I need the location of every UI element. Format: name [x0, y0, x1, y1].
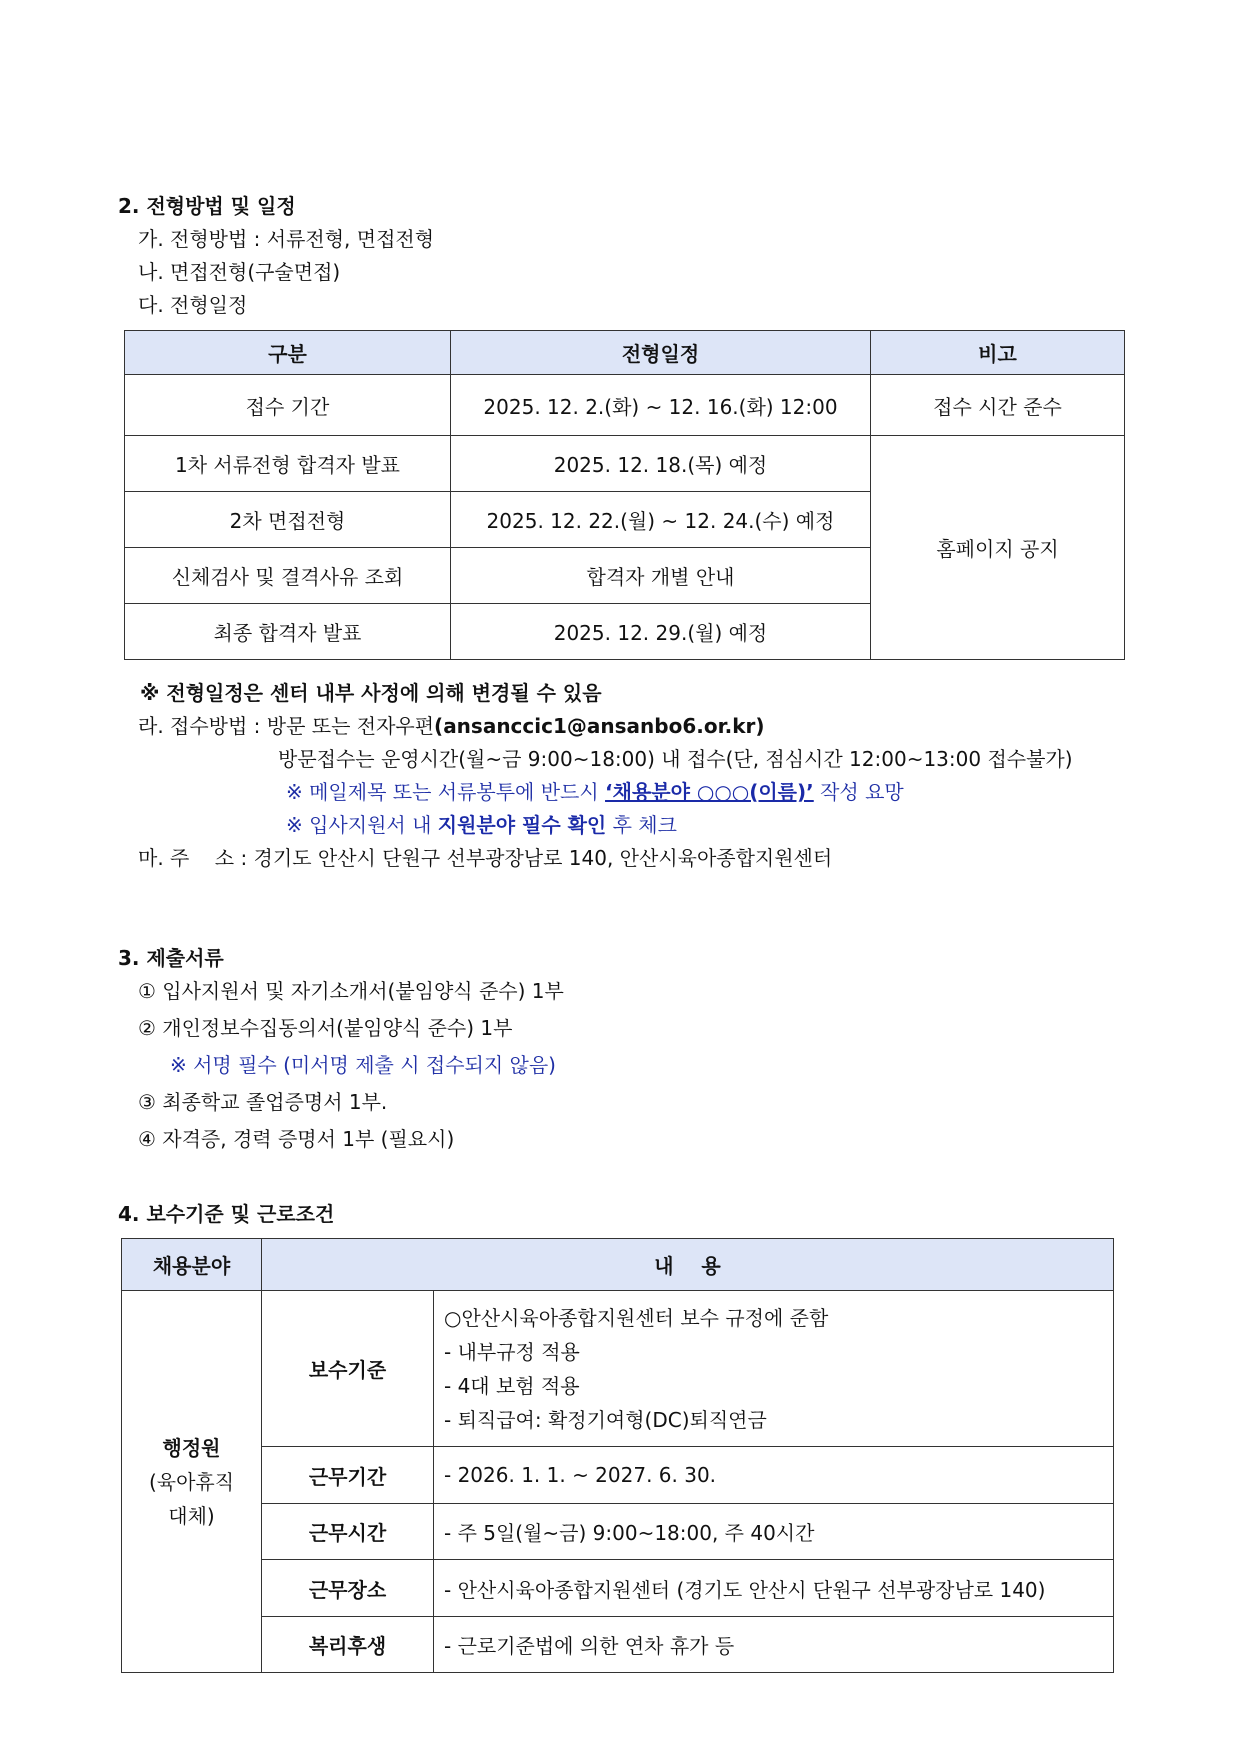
doc-item: ① 입사지원서 및 자기소개서(붙임양식 준수) 1부 — [138, 979, 564, 1003]
item-na: 나. 면접전형(구술면접) — [138, 260, 341, 284]
section-3-title: 3. 제출서류 — [118, 946, 224, 970]
note-text: ※ 입사지원서 내 — [286, 813, 438, 837]
condition-content — [434, 1291, 1114, 1447]
item-ra — [138, 710, 765, 739]
item-ga: 가. 전형방법 : 서류전형, 면접전형 — [138, 227, 435, 251]
schedule-row-date: 2025. 12. 22.(월) ~ 12. 24.(수) 예정 — [451, 492, 871, 548]
item-ma-address: 마. 주 소 : 경기도 안산시 단원구 선부광장남로 140, 안산시육아종합지원센터 — [138, 846, 833, 870]
schedule-row-name: 최종 합격자 발표 — [125, 604, 451, 660]
condition-content: - 주 5일(월~금) 9:00~18:00, 주 40시간 — [434, 1504, 1114, 1560]
schedule-header-note: 비고 — [871, 331, 1125, 375]
field-title: 행정원 — [162, 1435, 221, 1460]
section-4-title: 4. 보수기준 및 근로조건 — [118, 1202, 335, 1226]
receipt-email: (ansanccic1@ansanbo6.or.kr) — [434, 714, 765, 738]
condition-line: - 퇴직급여: 확정기여형(DC)퇴직연금 — [444, 1407, 767, 1432]
section-2-title: 2. 전형방법 및 일정 — [118, 194, 296, 218]
schedule-row-date: 2025. 12. 29.(월) 예정 — [451, 604, 871, 660]
condition-label: 복리후생 — [262, 1617, 434, 1673]
note-text: ※ 메일제목 또는 서류봉투에 반드시 — [286, 780, 606, 804]
schedule-merged-note: 홈페이지 공지 — [871, 436, 1125, 660]
condition-label: 근무기간 — [262, 1447, 434, 1504]
schedule-row-name: 접수 기간 — [125, 375, 451, 436]
item-da: 다. 전형일정 — [138, 293, 248, 317]
schedule-row-note: 접수 시간 준수 — [871, 375, 1125, 436]
note-emphasis: 지원분야 필수 확인 — [437, 813, 607, 837]
schedule-row-date: 2025. 12. 18.(목) 예정 — [451, 436, 871, 492]
signature-note: ※ 서명 필수 (미서명 제출 시 접수되지 않음) — [170, 1053, 556, 1077]
conditions-header-content: 내 용 — [262, 1239, 1114, 1291]
conditions-header-field: 채용분야 — [122, 1239, 262, 1291]
schedule-header-category: 구분 — [125, 331, 451, 375]
receipt-visit-hours: 방문접수는 운영시간(월~금 9:00~18:00) 내 접수(단, 점심시간 12:00~13:00 접수불가) — [278, 747, 1073, 771]
doc-item: ② 개인정보수집동의서(붙임양식 준수) 1부 — [138, 1016, 513, 1040]
schedule-row-date: 합격자 개별 안내 — [451, 548, 871, 604]
doc-item: ④ 자격증, 경력 증명서 1부 (필요시) — [138, 1127, 455, 1151]
condition-label: 보수기준 — [262, 1291, 434, 1447]
note-emphasis: ‘채용분야 ○○○(이름)’ — [605, 780, 814, 804]
field-cell — [122, 1291, 262, 1673]
condition-line: - 내부규정 적용 — [444, 1339, 580, 1364]
field-subtitle: 대체) — [168, 1503, 215, 1528]
schedule-header-date: 전형일정 — [451, 331, 871, 375]
schedule-row-name: 신체검사 및 결격사유 조회 — [125, 548, 451, 604]
condition-content: - 근로기준법에 의한 연차 휴가 등 — [434, 1617, 1114, 1673]
condition-label: 근무시간 — [262, 1504, 434, 1560]
schedule-table — [124, 330, 1125, 660]
conditions-table — [121, 1238, 1114, 1673]
note-text: 후 체크 — [606, 813, 677, 837]
receipt-note-field-check — [286, 809, 677, 838]
doc-item: ③ 최종학교 졸업증명서 1부. — [138, 1090, 388, 1114]
condition-label: 근무장소 — [262, 1560, 434, 1617]
schedule-row-name: 2차 면접전형 — [125, 492, 451, 548]
condition-line: ○안산시육아종합지원센터 보수 규정에 준함 — [444, 1305, 829, 1330]
schedule-row-date: 2025. 12. 2.(화) ~ 12. 16.(화) 12:00 — [451, 375, 871, 436]
field-subtitle: (육아휴직 — [148, 1469, 235, 1494]
schedule-row-name: 1차 서류전형 합격자 발표 — [125, 436, 451, 492]
receipt-note-mail-title — [286, 776, 904, 805]
note-text: 작성 요망 — [813, 780, 904, 804]
schedule-change-notice: ※ 전형일정은 센터 내부 사정에 의해 변경될 수 있음 — [140, 681, 602, 705]
condition-content: - 안산시육아종합지원센터 (경기도 안산시 단원구 선부광장남로 140) — [434, 1560, 1114, 1617]
condition-line: - 4대 보험 적용 — [444, 1373, 580, 1398]
condition-content: - 2026. 1. 1. ~ 2027. 6. 30. — [434, 1447, 1114, 1504]
receipt-method-label: 라. 접수방법 : 방문 또는 전자우편 — [138, 714, 435, 738]
